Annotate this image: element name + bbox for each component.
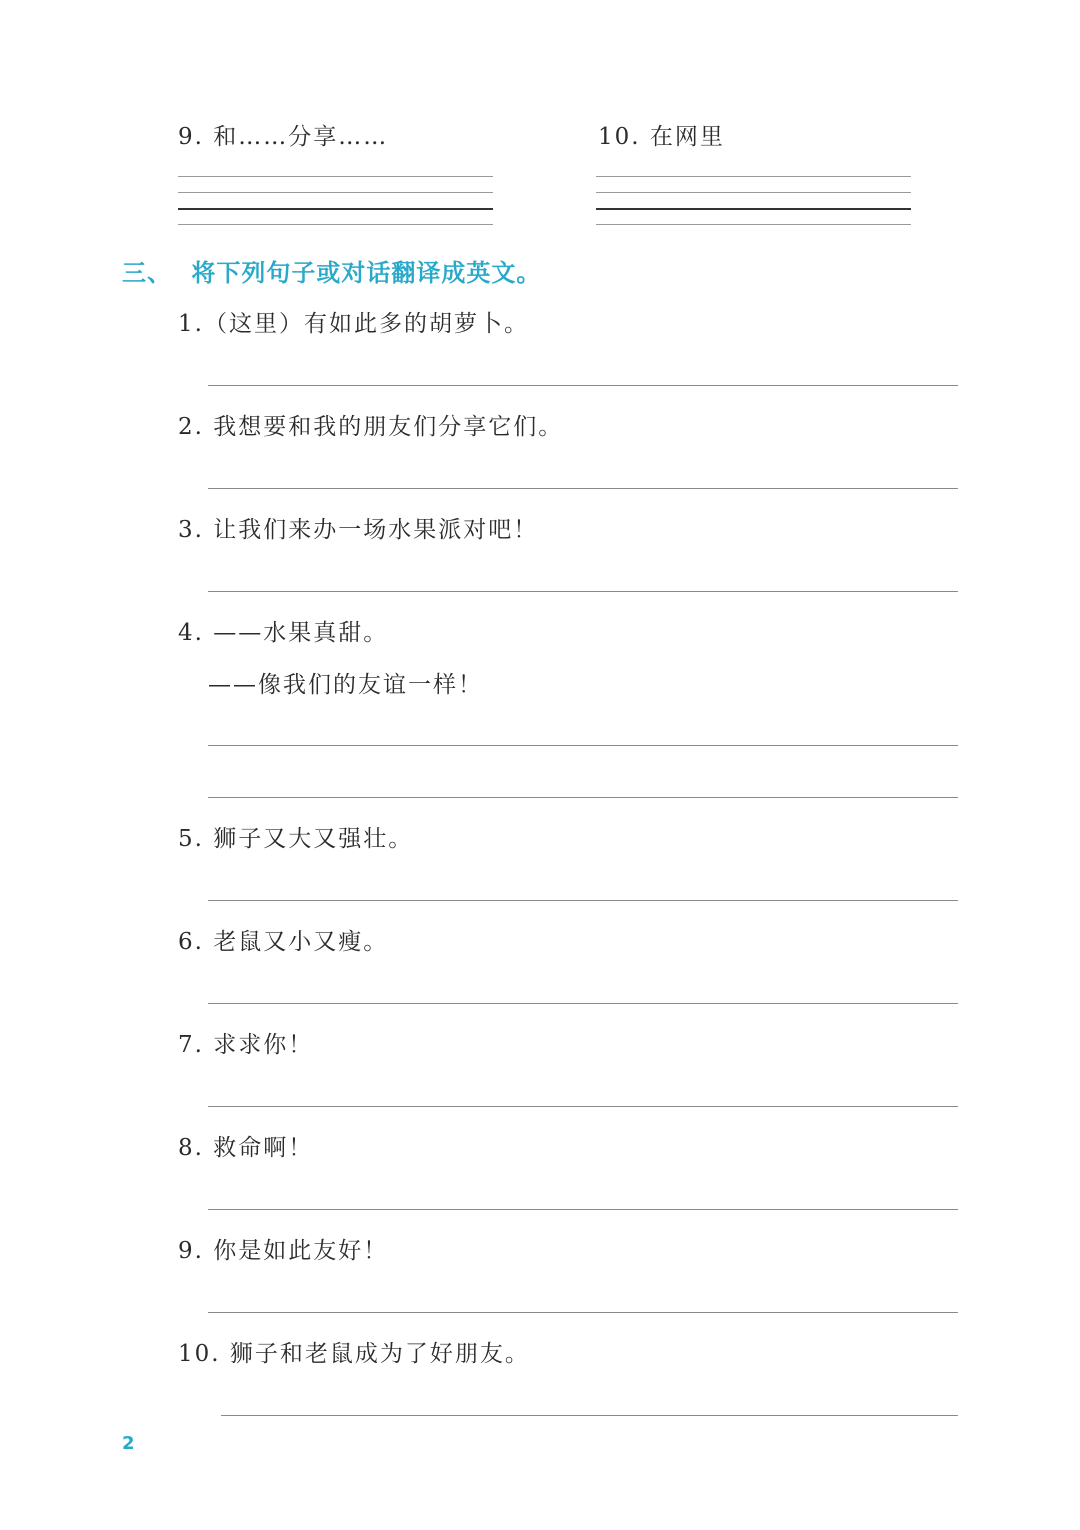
question-7: 7. 求求你！ [178,1032,314,1058]
four-line-writing-area[interactable] [178,176,493,226]
answer-line[interactable] [208,900,958,901]
phrase-item-9: 9. 和……分享…… [178,124,389,150]
question-4: 4. ——水果真甜。 [178,620,389,646]
section-number: 三、 [122,259,172,287]
section-heading [122,253,541,288]
question-8: 8. 救命啊！ [178,1135,314,1161]
answer-line[interactable] [208,1003,958,1004]
answer-line[interactable] [208,385,958,386]
question-5: 5. 狮子又大又强壮。 [178,826,414,852]
question-4-reply: ——像我们的友谊一样！ [208,672,483,698]
question-3: 3. 让我们来办一场水果派对吧！ [178,517,539,543]
four-line-writing-area[interactable] [596,176,911,226]
answer-line[interactable] [208,1209,958,1210]
answer-line[interactable] [208,1312,958,1313]
answer-line[interactable] [208,591,958,592]
answer-line[interactable] [221,1415,958,1416]
answer-line[interactable] [208,488,958,489]
page-number: 2 [122,1433,135,1454]
question-10: 10. 狮子和老鼠成为了好朋友。 [178,1341,530,1367]
question-2: 2. 我想要和我的朋友们分享它们。 [178,414,564,440]
answer-line[interactable] [208,797,958,798]
answer-line[interactable] [208,745,958,746]
section-title: 将下列句子或对话翻译成英文。 [191,259,542,287]
phrase-item-10: 10. 在网里 [598,124,725,150]
answer-line[interactable] [208,1106,958,1107]
question-6: 6. 老鼠又小又瘦。 [178,929,389,955]
question-1: 1.（这里）有如此多的胡萝卜。 [178,311,529,337]
question-9: 9. 你是如此友好！ [178,1238,389,1264]
